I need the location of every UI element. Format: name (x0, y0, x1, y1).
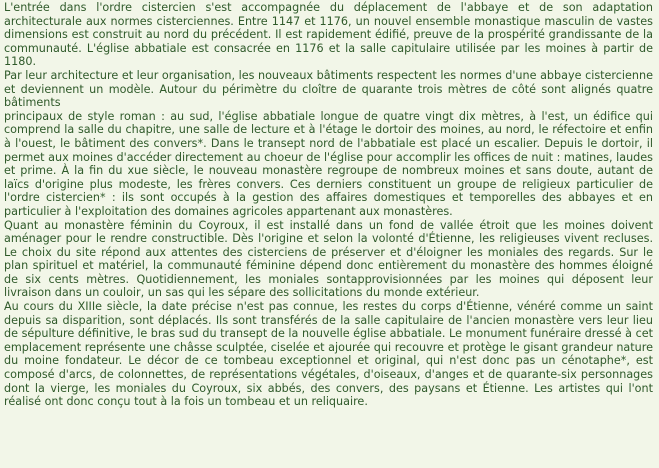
paragraph-buildings: principaux de style roman : au sud, l'église abbatiale longue de quatre vingt dix mètres, à l'est, un édifice qui comprend la salle du chapitre, une salle de lecture et à l'étage le dortoir des moines, au nord, le réfectoire et enfin à l'ouest, le bâtiment des convers*. Dans le transept nord de l'abbatiale est placé un escalier. Depuis le dortoir, il permet aux moines d'accéder directement au choeur de l'église pour accomplir les offices de nuit : matines, laudes et prime. À la fin du xue siècle, le nouveau monastère regroupe de nombreux moines et sans doute, autant de laïcs d'origine plus modeste, les frères convers. Ces derniers constituent un groupe de religieux particulier de l'ordre cistercien* : ils sont occupés à la gestion des affaires domestiques et temporelles des abbayes et en particulier à l'exploitation des domaines agricoles appartenant aux monastères. (4, 109, 653, 218)
paragraph-tomb: Au cours du XIIIe siècle, la date précise n'est pas connue, les restes du corps d'Étienne, vénéré comme un saint depuis sa disparition, sont déplacés. Ils sont transférés de la salle capitulaire de l'ancien monastère vers leur lieu de sépulture définitive, le bras sud du transept de la nouvelle église abbatiale. Le monument funéraire dressé à cet emplacement représente une châsse sculptée, ciselée et ajourée qui recouvre et protège le gisant grandeur nature du moine fondateur. Le décor de ce tombeau exceptionnel et original, qui n'est donc pas un cénotaphe*, est composé d'arcs, de colonnettes, de représentations végétales, d'oiseaux, d'anges et de quarante-six personnages dont la vierge, les moniales du Coyroux, six abbés, des convers, des paysans et Étienne. Les artistes qui l'ont réalisé ont donc conçu tout à la fois un tombeau et un reliquaire. (4, 300, 653, 409)
paragraph-relocation: L'entrée dans l'ordre cistercien s'est accompagnée du déplacement de l'abbaye et de son adaptation architecturale aux normes cisterciennes. Entre 1147 et 1176, un nouvel ensemble monastique masculin de vastes dimensions est construit au nord du précédent. Il est rapidement édifié, preuve de la prospérité grandissante de la communauté. L'église abbatiale est consacrée en 1176 et la salle capitulaire utilisée par les moines à partir de 1180. (4, 1, 653, 69)
paragraph-coyroux: Quant au monastère féminin du Coyroux, il est installé dans un fond de vallée étroit que les moines doivent aménager pour le rendre constructible. Dès l'origine et selon la volonté d'Étienne, les religieuses vivent recluses. Le choix du site répond aux attentes des cisterciens de préserver et d'éloigner les moniales des regards. Sur le plan spirituel et matériel, la communauté féminine dépend donc entièrement du monastère des hommes éloigné de six cents mètres. Quotidiennement, les moniales sontapprovisionnées par les moines qui déposent leur livraison dans un couloir, un sas qui les sépare des sollicitations du monde extérieur. (4, 218, 653, 300)
paragraph-architecture: Par leur architecture et leur organisation, les nouveaux bâtiments respectent les normes d'une abbaye cistercienne et deviennent un modèle. Autour du périmètre du cloître de quarante trois mètres de côté sont alignés quatre bâtiments (4, 68, 653, 110)
